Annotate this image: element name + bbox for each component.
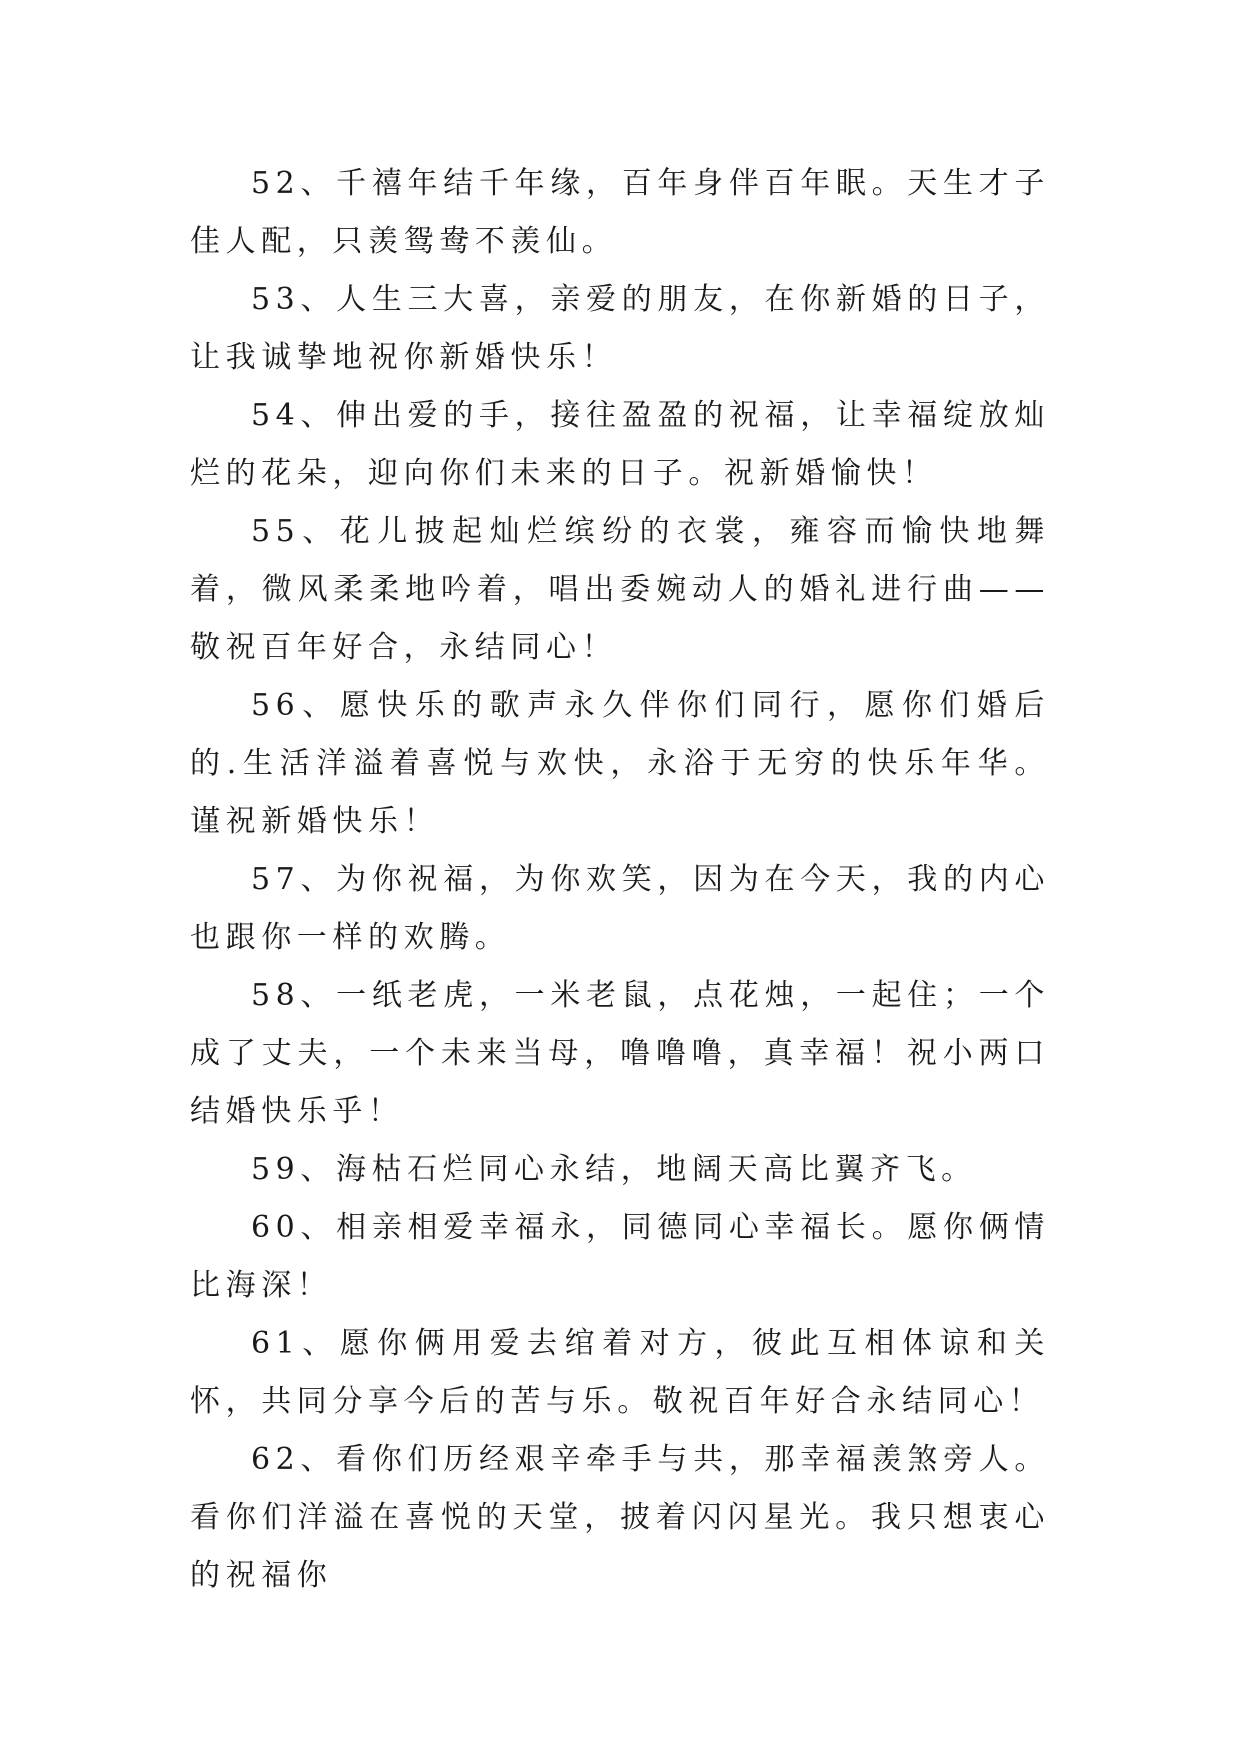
paragraph-52: 52、千禧年结千年缘，百年身伴百年眠。天生才子佳人配，只羡鸳鸯不羡仙。 — [190, 166, 1050, 259]
document-body — [190, 155, 1050, 1605]
paragraph-60: 60、相亲相爱幸福永，同德同心幸福长。愿你俩情比海深！ — [190, 1210, 1050, 1303]
paragraph-56: 56、愿快乐的歌声永久伴你们同行，愿你们婚后的.生活洋溢着喜悦与欢快，永浴于无穷的快乐年华。谨祝新婚快乐！ — [190, 688, 1050, 839]
paragraph-53: 53、人生三大喜，亲爱的朋友，在你新婚的日子，让我诚挚地祝你新婚快乐！ — [190, 282, 1050, 375]
paragraph-62: 62、看你们历经艰辛牵手与共，那幸福羡煞旁人。看你们洋溢在喜悦的天堂，披着闪闪星光。我只想衷心的祝福你 — [190, 1442, 1050, 1593]
paragraph-61: 61、愿你俩用爱去绾着对方，彼此互相体谅和关怀，共同分享今后的苦与乐。敬祝百年好合永结同心！ — [190, 1326, 1050, 1419]
paragraph-54: 54、伸出爱的手，接往盈盈的祝福，让幸福绽放灿烂的花朵，迎向你们未来的日子。祝新婚愉快！ — [190, 398, 1050, 491]
paragraph-58: 58、一纸老虎，一米老鼠，点花烛，一起住；一个成了丈夫，一个未来当母，噜噜噜，真幸福！祝小两口结婚快乐乎！ — [190, 978, 1050, 1129]
paragraph-57: 57、为你祝福，为你欢笑，因为在今天，我的内心也跟你一样的欢腾。 — [190, 862, 1050, 955]
paragraph-59: 59、海枯石烂同心永结，地阔天高比翼齐飞。 — [251, 1152, 977, 1187]
paragraph-55: 55、花儿披起灿烂缤纷的衣裳，雍容而愉快地舞着，微风柔柔地吟着，唱出委婉动人的婚礼进行曲——敬祝百年好合，永结同心！ — [190, 514, 1050, 665]
